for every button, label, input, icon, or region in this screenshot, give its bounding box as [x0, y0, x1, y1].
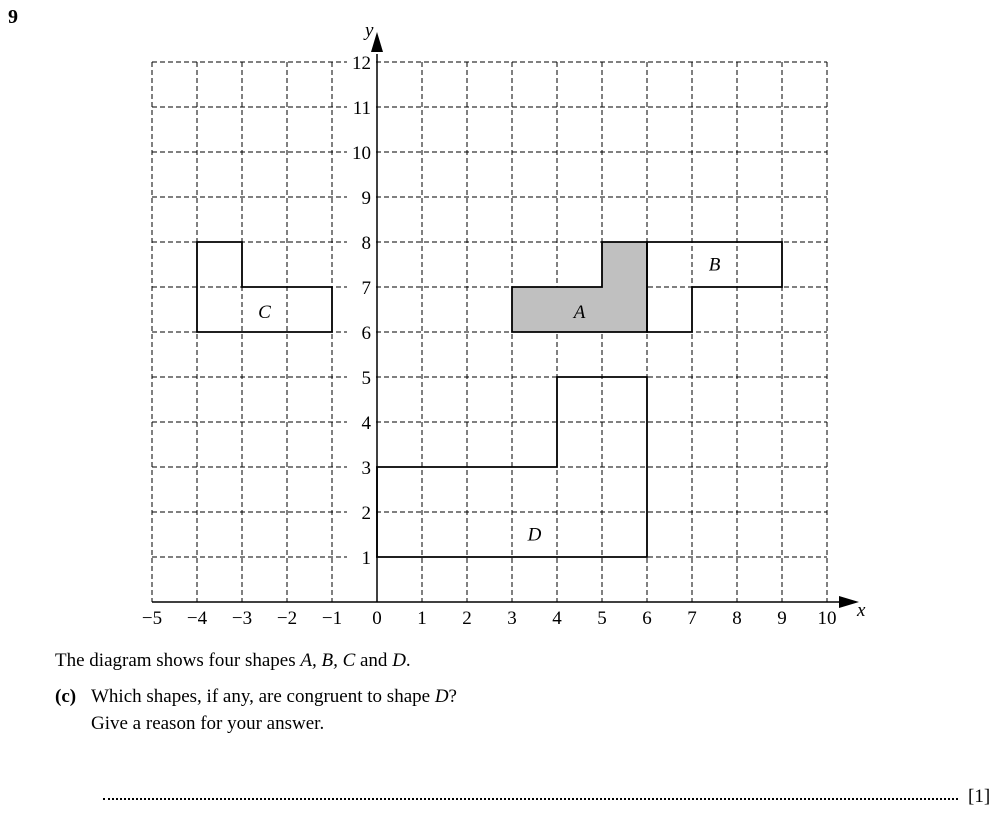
x-tick-label: 8: [732, 608, 742, 629]
y-tick-label: 10: [352, 143, 371, 164]
question-pre: Which shapes, if any, are congruent to shape: [91, 686, 435, 707]
y-tick-label: 11: [352, 98, 371, 119]
x-tick-label: 10: [817, 608, 837, 629]
x-tick-label: −5: [141, 608, 163, 629]
y-tick-label: 9: [361, 188, 371, 209]
part-c-instruction: Give a reason for your answer.: [91, 713, 325, 734]
x-tick-label: −2: [276, 608, 298, 629]
x-tick-label: 9: [777, 608, 787, 629]
part-label: (c): [55, 686, 77, 707]
y-tick-label: 2: [361, 503, 371, 524]
x-tick-label: −3: [231, 608, 253, 629]
shape-label-c: C: [258, 301, 271, 323]
y-tick-label: 12: [352, 53, 371, 74]
shape-label-d: D: [527, 524, 542, 546]
intro-and: and: [355, 650, 393, 671]
y-tick-label: 7: [361, 278, 371, 299]
intro-pre: The diagram shows four shapes: [55, 650, 301, 671]
x-tick-label: 2: [462, 608, 472, 629]
answer-line[interactable]: [103, 798, 958, 800]
y-tick-label: 5: [361, 368, 371, 389]
part-c-question: [55, 686, 457, 708]
x-tick-label: 3: [507, 608, 517, 629]
question-number: 9: [8, 6, 18, 28]
question-shape: D: [434, 686, 449, 707]
y-tick-label: 3: [361, 458, 371, 479]
y-tick-label: 6: [361, 323, 371, 344]
intro-end: .: [405, 650, 411, 671]
marks: [1]: [968, 786, 991, 807]
intro-shapes: A, B, C: [300, 650, 356, 671]
x-tick-label: −1: [321, 608, 343, 629]
x-tick-label: 1: [417, 608, 427, 629]
x-tick-label: 6: [642, 608, 652, 629]
y-axis-label: y: [365, 20, 374, 41]
x-tick-label: 4: [552, 608, 562, 629]
question-end: ?: [448, 686, 457, 707]
x-tick-label: 0: [372, 608, 382, 629]
x-tick-label: −4: [186, 608, 208, 629]
x-tick-label: 7: [687, 608, 697, 629]
x-axis-arrow-icon: [839, 596, 859, 608]
intro-last: D: [392, 650, 406, 671]
x-tick-label: 5: [597, 608, 607, 629]
shape-label-a: A: [573, 301, 586, 323]
y-tick-label: 4: [361, 413, 371, 434]
shape-label-b: B: [708, 254, 721, 276]
intro-text: [55, 650, 411, 672]
x-axis-label: x: [857, 600, 866, 621]
y-tick-label: 8: [361, 233, 371, 254]
y-tick-label: 1: [361, 548, 371, 569]
